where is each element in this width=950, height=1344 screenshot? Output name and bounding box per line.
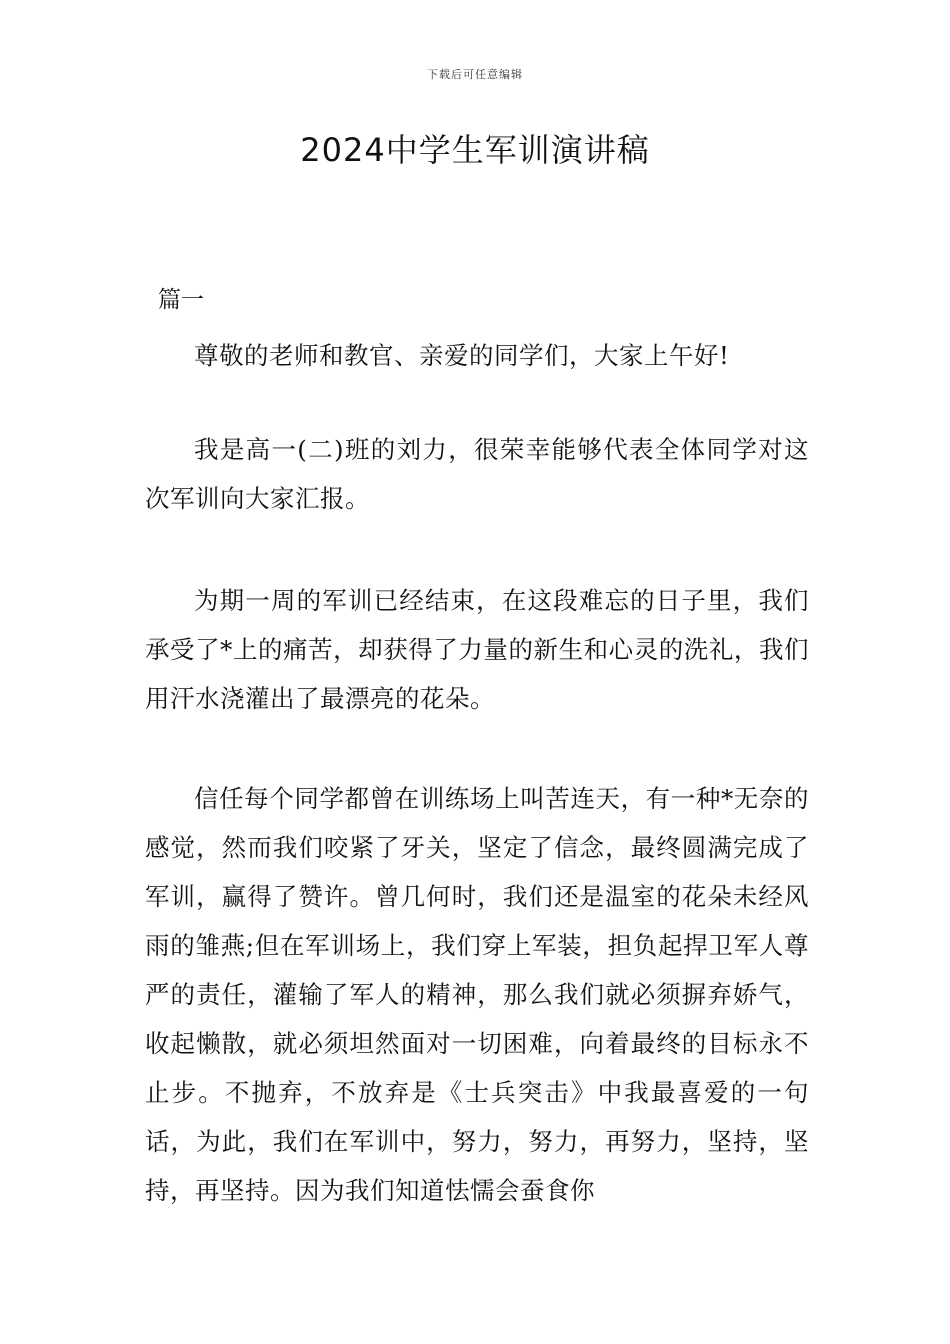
paragraph-reflection: 信任每个同学都曾在训练场上叫苦连天，有一种*无奈的感觉，然而我们咬紧了牙关，坚定了信念，最终圆满完成了军训，赢得了赞许。曾几何时，我们还是温室的花朵未经风雨的雏燕;但在军训场上，我们穿上军装，担负起捍卫军人尊严的责任，灌输了军人的精神，那么我们就必须摒弃娇气，收起懒散，就必须坦然面对一切困难，向着最终的目标永不止步。不抛弃，不放弃是《士兵突击》中我最喜爱的一句话，为此，我们在军训中，努力，努力，再努力，坚持，坚持，再坚持。因为我们知道怯懦会蚕食你 [145, 784, 809, 1205]
section-label: 篇一 [158, 287, 204, 313]
paragraph-summary: 为期一周的军训已经结束，在这段难忘的日子里，我们承受了*上的痛苦，却获得了力量的新生和心灵的洗礼，我们用汗水浇灌出了最漂亮的花朵。 [145, 586, 809, 713]
paragraph-greeting: 尊敬的老师和教官、亲爱的同学们，大家上午好! [194, 341, 730, 370]
header-note: 下载后可任意编辑 [427, 68, 523, 81]
document-title: 2024中学生军训演讲稿 [300, 131, 650, 169]
paragraph-introduction: 我是高一(二)班的刘力，很荣幸能够代表全体同学对这次军训向大家汇报。 [145, 435, 809, 513]
